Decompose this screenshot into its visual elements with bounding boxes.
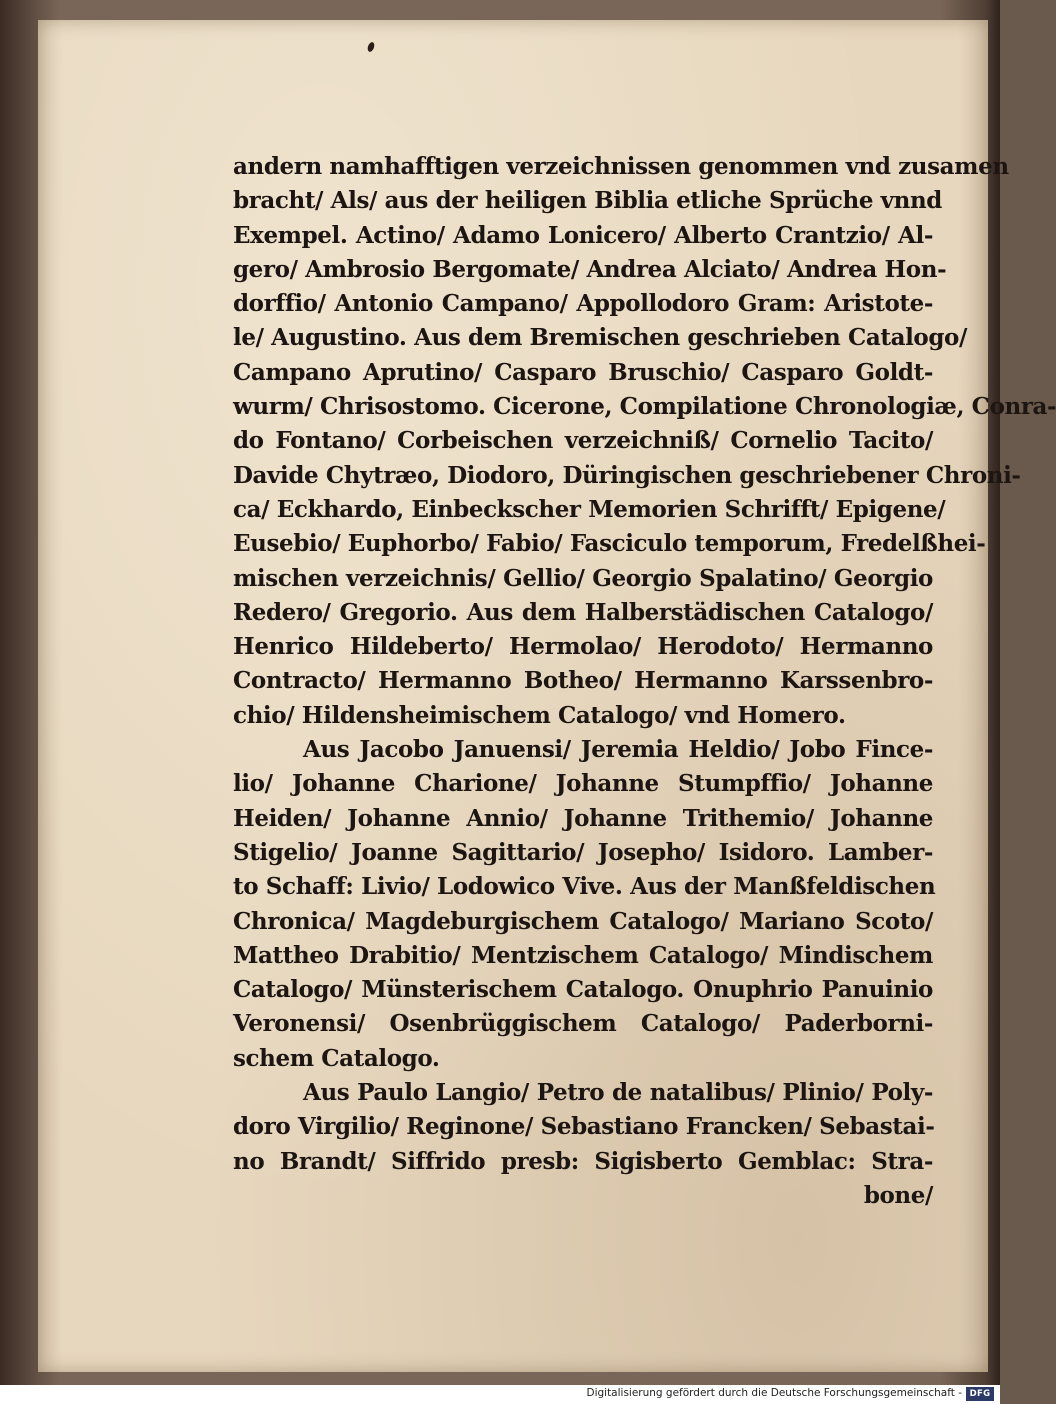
- ink-mark: [366, 41, 375, 52]
- paragraph-start: Aus Jacobo Januensi/ Jeremia Heldio/ Jobo Fince-: [303, 736, 933, 764]
- text-line: no Brandt/ Siffrido presb: Sigisberto Gemblac: Stra-: [233, 1147, 933, 1175]
- text-line: Heiden/ Johanne Annio/ Johanne Trithemio/ Johanne: [233, 804, 933, 832]
- digitization-footer: [0, 1385, 1000, 1404]
- text-line: ca/ Eckhardo, Einbeckscher Memorien Schrifft/ Epigene/: [233, 495, 946, 523]
- text-line: Exempel. Actino/ Adamo Lonicero/ Alberto Crantzio/ Al-: [233, 221, 933, 249]
- dfg-logo-icon: DFG: [966, 1387, 994, 1401]
- text-line: bracht/ Als/ aus der heiligen Biblia etliche Sprüche vnnd: [233, 187, 942, 215]
- text-line: to Schaff: Livio/ Lodowico Vive. Aus der Manßfeldischen: [233, 873, 936, 901]
- text-line: schem Catalogo.: [233, 1044, 440, 1072]
- text-line: Campano Aprutino/ Casparo Bruschio/ Casparo Goldt-: [233, 358, 933, 386]
- body-text: [233, 150, 1056, 1213]
- book-page: [38, 20, 1056, 1372]
- text-line: andern namhafftigen verzeichnissen genommen vnd zusamen: [233, 153, 1009, 180]
- text-line: Stigelio/ Joanne Sagittario/ Josepho/ Isidoro. Lamber-: [233, 838, 933, 866]
- text-line: dorffio/ Antonio Campano/ Appollodoro Gram: Aristote-: [233, 290, 933, 318]
- text-line: Catalogo/ Münsterischem Catalogo. Onuphrio Panuinio: [233, 976, 933, 1004]
- text-line: Chronica/ Magdeburgischem Catalogo/ Mariano Scoto/: [233, 907, 933, 935]
- text-line: le/ Augustino. Aus dem Bremischen geschrieben Catalogo/: [233, 324, 967, 352]
- text-line: bone/: [863, 1181, 933, 1209]
- text-line: mischen verzeichnis/ Gellio/ Georgio Spalatino/ Georgio: [233, 564, 933, 592]
- text-line: chio/ Hildensheimischem Catalogo/ vnd Homero.: [233, 701, 846, 729]
- text-line: Mattheo Drabitio/ Mentzischem Catalogo/ Mindischem: [233, 941, 933, 969]
- text-line: gero/ Ambrosio Bergomate/ Andrea Alciato/ Andrea Hon-: [233, 255, 947, 283]
- text-line: Davide Chytræo, Diodoro, Düringischen geschriebener Chroni-: [233, 461, 1021, 489]
- text-line: Veronensi/ Osenbrüggischem Catalogo/ Paderborni-: [233, 1010, 933, 1038]
- text-line: doro Virgilio/ Reginone/ Sebastiano Francken/ Sebastai-: [233, 1113, 935, 1141]
- text-line: Redero/ Gregorio. Aus dem Halberstädischen Catalogo/: [233, 598, 933, 626]
- text-line: Eusebio/ Euphorbo/ Fabio/ Fasciculo temporum, Fredelßhei-: [233, 530, 986, 558]
- funding-credit: Digitalisierung gefördert durch die Deutsche Forschungsgemeinschaft -: [586, 1387, 962, 1399]
- text-line: Contracto/ Hermanno Botheo/ Hermanno Karssenbro-: [233, 667, 933, 695]
- text-line: Henrico Hildeberto/ Hermolao/ Herodoto/ Hermanno: [233, 633, 933, 661]
- text-line: lio/ Johanne Charione/ Johanne Stumpffio/ Johanne: [233, 770, 933, 798]
- text-line: do Fontano/ Corbeischen verzeichniß/ Cornelio Tacito/: [233, 427, 933, 455]
- text-line: wurm/ Chrisostomo. Cicerone, Compilatione Chronologiæ, Conra-: [233, 393, 1056, 421]
- paragraph-start: Aus Paulo Langio/ Petro de natalibus/ Plinio/ Poly-: [303, 1079, 933, 1107]
